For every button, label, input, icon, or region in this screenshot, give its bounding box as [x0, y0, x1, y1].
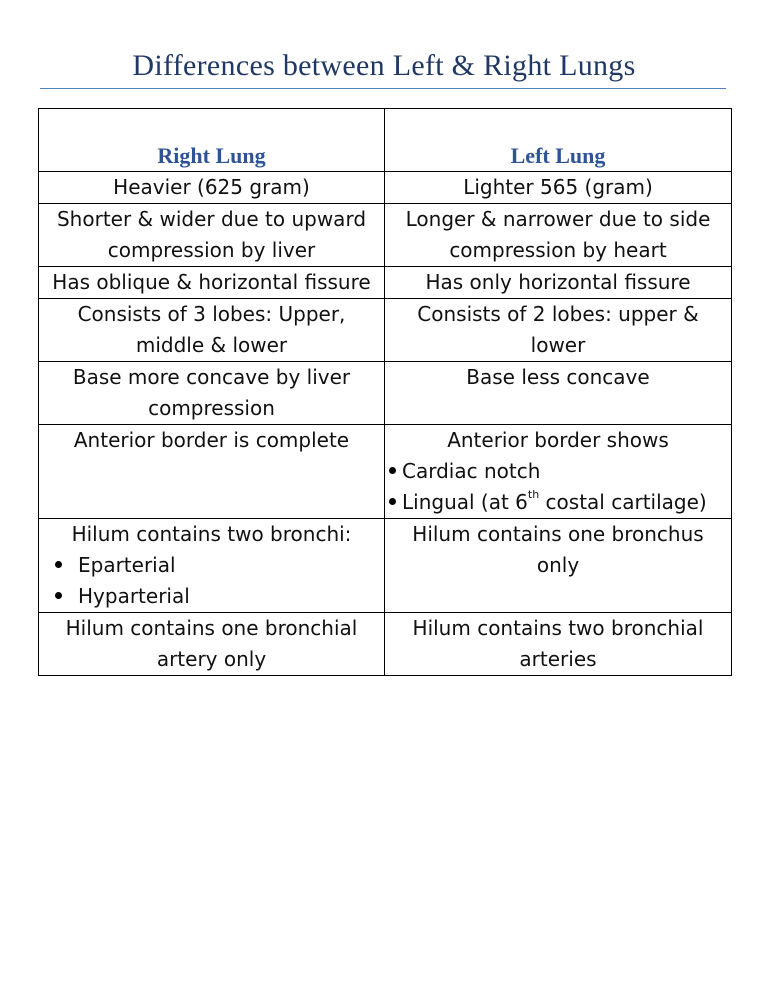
left-lung-cell	[385, 362, 732, 425]
cell-text: Longer & narrower due to side compression by heart	[405, 207, 711, 262]
bullet-icon	[55, 561, 62, 568]
bullet-list	[389, 456, 725, 518]
cell-text: Hilum contains one bronchus only	[412, 522, 704, 577]
cell-text: Has oblique & horizontal fissure	[52, 270, 371, 294]
left-lung-cell	[385, 425, 732, 519]
table-row	[39, 519, 732, 613]
cell-text: Lighter 565 (gram)	[463, 175, 653, 199]
left-lung-cell	[385, 299, 732, 362]
right-lung-cell	[39, 362, 385, 425]
lung-comparison-table	[38, 108, 732, 676]
cell-text: Hilum contains one bronchial artery only	[65, 616, 358, 671]
right-lung-cell	[39, 613, 385, 676]
bullet-list	[45, 550, 378, 612]
right-lung-cell	[39, 519, 385, 613]
table-row	[39, 613, 732, 676]
list-item-text-after: costal cartilage)	[539, 490, 707, 514]
cell-text: Shorter & wider due to upward compression by liver	[56, 207, 367, 262]
list-item	[389, 487, 725, 518]
header-cell-left	[385, 109, 732, 172]
right-lung-cell	[39, 204, 385, 267]
cell-text: Consists of 3 lobes: Upper, middle & lower	[77, 302, 346, 357]
right-lung-cell	[39, 172, 385, 204]
bullet-icon	[389, 467, 396, 474]
list-item-text: Hyparterial	[78, 584, 190, 608]
right-lung-cell	[39, 299, 385, 362]
bullet-icon	[389, 498, 396, 505]
list-item-text: Eparterial	[78, 553, 176, 577]
cell-text: Base more concave by liver compression	[72, 365, 351, 420]
list-item	[55, 550, 378, 581]
header-right-lung: Right Lung	[157, 143, 266, 168]
list-item	[389, 456, 725, 487]
cell-text: Has only horizontal fissure	[425, 270, 691, 294]
table-row	[39, 425, 732, 519]
cell-text: Anterior border shows	[447, 428, 669, 452]
list-item	[55, 581, 378, 612]
title-underline	[40, 88, 726, 89]
bullet-icon	[55, 592, 62, 599]
ordinal-suffix: th	[527, 488, 540, 501]
list-item-text-before: Lingual (at 6	[402, 490, 528, 514]
header-left-lung: Left Lung	[510, 143, 606, 168]
cell-text: Anterior border is complete	[73, 428, 350, 452]
header-cell-right	[39, 109, 385, 172]
cell-text: Hilum contains two bronchial arteries	[412, 616, 704, 671]
cell-text: Base less concave	[466, 365, 650, 389]
table-row	[39, 362, 732, 425]
table-row	[39, 172, 732, 204]
left-lung-cell	[385, 172, 732, 204]
page-title: Differences between Left & Right Lungs	[132, 49, 636, 82]
cell-text: Hilum contains two bronchi:	[71, 522, 352, 546]
cell-text: Consists of 2 lobes: upper & lower	[417, 302, 699, 357]
left-lung-cell	[385, 613, 732, 676]
left-lung-cell	[385, 519, 732, 613]
right-lung-cell	[39, 267, 385, 299]
list-item-text: Cardiac notch	[402, 459, 541, 483]
table-row	[39, 299, 732, 362]
left-lung-cell	[385, 204, 732, 267]
cell-text: Heavier (625 gram)	[113, 175, 310, 199]
left-lung-cell	[385, 267, 732, 299]
table-row	[39, 204, 732, 267]
table-header-row	[39, 109, 732, 172]
right-lung-cell	[39, 425, 385, 519]
table-row	[39, 267, 732, 299]
